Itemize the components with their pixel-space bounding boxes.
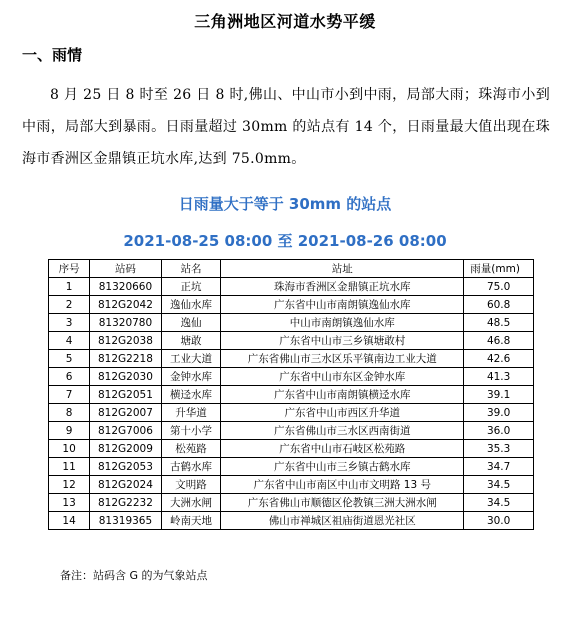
cell-station-code: 812G2007 (90, 404, 162, 422)
cell-station-address: 广东省中山市南区中山市文明路 13 号 (221, 476, 464, 494)
cell-station-name: 松苑路 (161, 440, 220, 458)
cell-station-code: 812G2038 (90, 332, 162, 350)
cell-index: 1 (49, 278, 90, 296)
table-row (49, 512, 534, 530)
cell-rainfall: 46.8 (464, 332, 534, 350)
cell-station-address: 佛山市禅城区祖庙街道恩光社区 (221, 512, 464, 530)
cell-rainfall: 34.5 (464, 476, 534, 494)
footnote: 备注：站码含 G 的为气象站点 (60, 569, 208, 582)
cell-station-code: 812G2024 (90, 476, 162, 494)
cell-station-name: 文明路 (161, 476, 220, 494)
cell-index: 7 (49, 386, 90, 404)
cell-station-code: 812G2051 (90, 386, 162, 404)
cell-rainfall: 39.1 (464, 386, 534, 404)
cell-station-code: 81320660 (90, 278, 162, 296)
cell-index: 5 (49, 350, 90, 368)
cell-station-name: 升华道 (161, 404, 220, 422)
table-row (49, 386, 534, 404)
cell-index: 3 (49, 314, 90, 332)
cell-station-code: 812G7006 (90, 422, 162, 440)
cell-station-address: 广东省中山市南朗镇逸仙水库 (221, 296, 464, 314)
cell-index: 13 (49, 494, 90, 512)
cell-station-code: 812G2218 (90, 350, 162, 368)
cell-station-code: 812G2232 (90, 494, 162, 512)
cell-index: 14 (49, 512, 90, 530)
table-row (49, 404, 534, 422)
cell-index: 4 (49, 332, 90, 350)
cell-station-name: 横迳水库 (161, 386, 220, 404)
header-station-name: 站名 (161, 260, 220, 278)
table-row (49, 440, 534, 458)
cell-station-address: 中山市南朗镇逸仙水库 (221, 314, 464, 332)
document-title: 三角洲地区河道水势平缓 (194, 12, 376, 31)
header-rainfall: 雨量(mm) (464, 260, 534, 278)
table-period: 2021-08-25 08:00 至 2021-08-26 08:00 (123, 232, 447, 250)
rainfall-stations-table (48, 259, 534, 530)
cell-rainfall: 34.7 (464, 458, 534, 476)
table-row (49, 350, 534, 368)
cell-station-name: 古鹤水库 (161, 458, 220, 476)
cell-station-name: 逸仙 (161, 314, 220, 332)
cell-station-address: 珠海市香洲区金鼎镇正坑水库 (221, 278, 464, 296)
cell-station-name: 工业大道 (161, 350, 220, 368)
cell-station-code: 812G2030 (90, 368, 162, 386)
cell-station-address: 广东省佛山市三水区西南街道 (221, 422, 464, 440)
cell-station-address: 广东省中山市石岐区松苑路 (221, 440, 464, 458)
cell-rainfall: 75.0 (464, 278, 534, 296)
cell-station-code: 812G2053 (90, 458, 162, 476)
table-body (49, 278, 534, 530)
table-title: 日雨量大于等于 30mm 的站点 (178, 195, 392, 213)
cell-rainfall: 30.0 (464, 512, 534, 530)
cell-rainfall: 42.6 (464, 350, 534, 368)
cell-index: 12 (49, 476, 90, 494)
cell-station-code: 812G2042 (90, 296, 162, 314)
cell-station-name: 岭南天地 (161, 512, 220, 530)
cell-station-code: 81320780 (90, 314, 162, 332)
cell-rainfall: 60.8 (464, 296, 534, 314)
cell-index: 10 (49, 440, 90, 458)
section-heading: 一、雨情 (22, 46, 83, 64)
cell-station-name: 第十小学 (161, 422, 220, 440)
cell-station-name: 正坑 (161, 278, 220, 296)
table-header-row (49, 260, 534, 278)
cell-station-address: 广东省中山市三乡镇古鹤水库 (221, 458, 464, 476)
cell-index: 2 (49, 296, 90, 314)
table-row (49, 278, 534, 296)
cell-index: 11 (49, 458, 90, 476)
cell-rainfall: 35.3 (464, 440, 534, 458)
cell-station-name: 塘敢 (161, 332, 220, 350)
table-row (49, 458, 534, 476)
cell-index: 8 (49, 404, 90, 422)
table-row (49, 332, 534, 350)
header-index: 序号 (49, 260, 90, 278)
table-row (49, 296, 534, 314)
cell-station-code: 81319365 (90, 512, 162, 530)
cell-station-name: 大洲水闸 (161, 494, 220, 512)
cell-index: 9 (49, 422, 90, 440)
cell-rainfall: 36.0 (464, 422, 534, 440)
cell-rainfall: 48.5 (464, 314, 534, 332)
cell-station-address: 广东省中山市东区金钟水库 (221, 368, 464, 386)
cell-station-address: 广东省中山市西区升华道 (221, 404, 464, 422)
header-station-address: 站址 (221, 260, 464, 278)
cell-rainfall: 34.5 (464, 494, 534, 512)
cell-index: 6 (49, 368, 90, 386)
table-row (49, 476, 534, 494)
header-station-code: 站码 (90, 260, 162, 278)
cell-station-address: 广东省中山市南朗镇横迳水库 (221, 386, 464, 404)
cell-rainfall: 39.0 (464, 404, 534, 422)
cell-rainfall: 41.3 (464, 368, 534, 386)
table-row (49, 314, 534, 332)
cell-station-address: 广东省佛山市三水区乐平镇南边工业大道 (221, 350, 464, 368)
table-row (49, 368, 534, 386)
cell-station-address: 广东省佛山市顺德区伦教镇三洲大洲水闸 (221, 494, 464, 512)
cell-station-name: 逸仙水库 (161, 296, 220, 314)
cell-station-code: 812G2009 (90, 440, 162, 458)
cell-station-address: 广东省中山市三乡镇塘敢村 (221, 332, 464, 350)
table-row (49, 422, 534, 440)
rainfall-summary-paragraph: 8 月 25 日 8 时至 26 日 8 时,佛山、中山市小到中雨，局部大雨；珠海市小到中雨，局部大到暴雨。日雨量超过 30mm 的站点有 14 个，日雨量最大值出现在珠海市香洲区金鼎镇正坑水库,达到 75.0mm。 (22, 87, 550, 167)
cell-station-name: 金钟水库 (161, 368, 220, 386)
table-row (49, 494, 534, 512)
